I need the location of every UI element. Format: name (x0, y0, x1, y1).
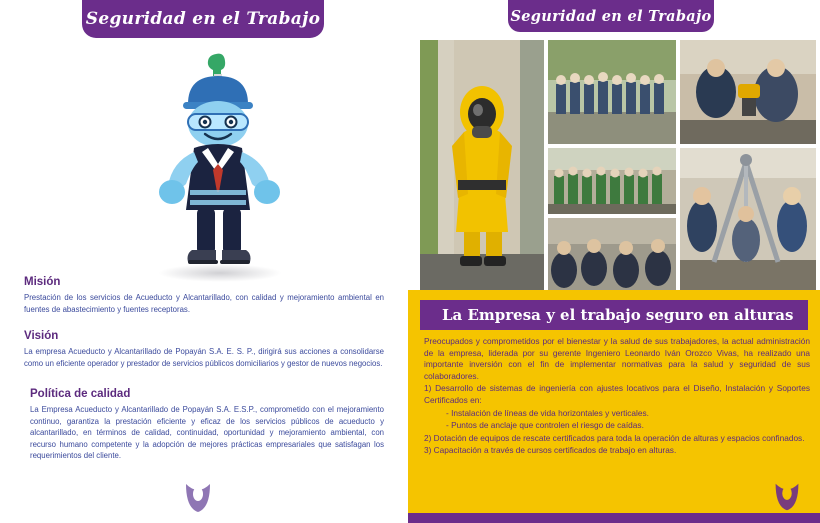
right-ribbon-label: Seguridad en el Trabajo (510, 7, 712, 25)
paragraph-item-1b: - Puntos de anclaje que controlen el riesgo de caídas. (446, 420, 644, 431)
company-logo-right (768, 478, 806, 516)
photo-collage (412, 40, 816, 290)
right-bottom-purple-strip (408, 513, 820, 523)
left-panel (0, 0, 408, 523)
section-vision (24, 330, 384, 369)
photo-capacitacion-equipo-rescate (680, 40, 816, 144)
photo-grupo-trabajadores-exterior (548, 40, 676, 144)
left-title-ribbon (82, 0, 324, 38)
photo-demostracion-tripode (680, 148, 816, 290)
paragraph-item-1a: - Instalación de líneas de vida horizontales y verticales. (446, 407, 649, 418)
right-title-ribbon (508, 0, 714, 32)
section-mision-heading: Misión (24, 276, 61, 288)
section-politica-calidad (30, 388, 384, 462)
section-politica-body: La Empresa Acueducto y Alcantarillado de Popayán S.A. E.S.P., comprometido con el mejoramiento continuo, garantiza la prestación eficiente y eficaz de los servicios públicos de acueducto y alcantarillado, en términos de calidad, continuidad, oportunidad y mejoramiento ambiental, con recurso humano competente y la adopción de mejores prácticas empresariales que satisfagan los requerimientos del cliente. (30, 405, 384, 460)
section-vision-body: La empresa Acueducto y Alcantarillado de Popayán S.A. E. S. P., dirigirá sus acciones a consolidarse como un eficiente operador y prestador de servicios públicos domiciliarios y gestor de nuevos negocios. (24, 347, 384, 368)
left-bottom-strip (0, 513, 408, 523)
paragraph-item-2: 2) Dotación de equipos de rescate certificados para toda la operación de alturas y espacios confinados. (424, 432, 805, 443)
section-mision (24, 276, 384, 315)
section-politica-heading: Política de calidad (30, 388, 131, 400)
headline-bar (420, 300, 808, 330)
section-vision-heading: Visión (24, 330, 59, 342)
paragraph-item-1: 1) Desarrollo de sistemas de ingeniería con ajustes locativos para el Diseño, Instalación y Soportes Certificados en: (424, 383, 810, 405)
right-body-text (424, 336, 810, 458)
headline-text: La Empresa y el trabajo seguro en alturas (442, 306, 794, 324)
left-ribbon-label: Seguridad en el Trabajo (85, 9, 321, 29)
photo-trabajador-traje-amarillo (420, 40, 544, 290)
company-logo-left (178, 478, 218, 518)
section-mision-body: Prestación de los servicios de Acueducto y Alcantarillado, con calidad y mejoramiento ambiental en fuentes de abastecimiento y fuentes receptoras. (24, 293, 384, 314)
photo-grupo-uniforme-verde (548, 148, 676, 214)
mascot-illustration (150, 52, 290, 282)
photo-asistentes-auditorio (548, 218, 676, 290)
right-panel (408, 0, 820, 523)
paragraph-intro: Preocupados y comprometidos por el bienestar y la salud de sus trabajadores, la actual administración de la empresa, liderada por su gerente Ingeniero Leonardo Iván Orozco Vivas, ha realizado una importante inversión con el fin de implementar normativas para la salud y seguridad de sus colaboradores. (424, 336, 810, 381)
paragraph-item-3: 3) Capacitación a través de cursos certificados de trabajo en alturas. (424, 445, 677, 456)
